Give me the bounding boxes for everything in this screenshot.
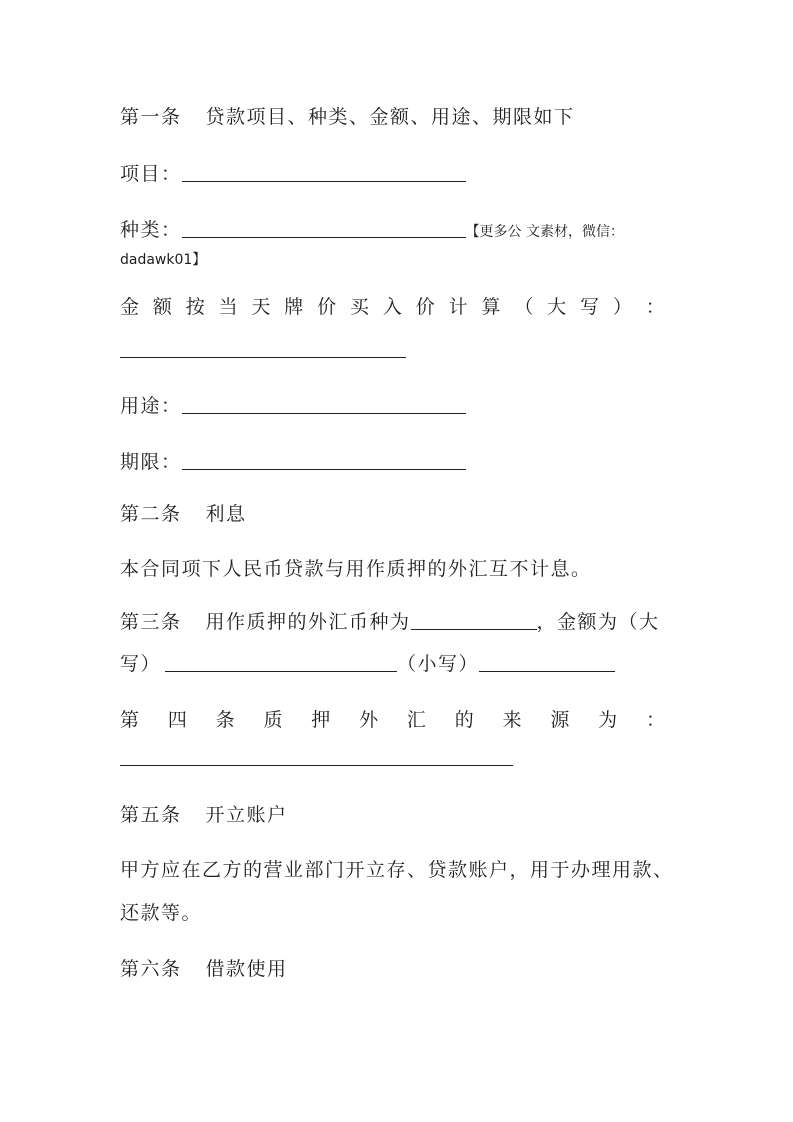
amount-label-char: 额 (152, 296, 172, 318)
amount-label-char: 当 (218, 296, 238, 318)
amount-blank-line (120, 338, 406, 362)
ad-text: 【更多公 文素材，微信： (465, 224, 624, 240)
amount-label-char: ） (612, 296, 632, 318)
article-3-line1 (120, 610, 660, 634)
amount-field (120, 295, 665, 319)
use-blank[interactable] (182, 395, 466, 414)
article-number: 第一条 (120, 106, 182, 128)
article-5-heading (120, 803, 288, 827)
amount-lower-blank[interactable] (479, 653, 615, 672)
article-text: ，金额为（大 (536, 611, 660, 633)
amount-label-char: 牌 (284, 296, 304, 318)
amount-label-char: 算 (481, 296, 501, 318)
article-5-body-2: 还款等。 (120, 902, 203, 924)
article-4-char: 为 (598, 709, 618, 731)
field-label: 期限： (120, 451, 182, 473)
article-text: 用作质押的外汇币种为 (205, 611, 411, 633)
amount-label-char: 入 (382, 296, 402, 318)
amount-label-char: ： (645, 296, 665, 318)
article-text: （小写） (397, 653, 480, 675)
amount-label-char: 天 (251, 296, 271, 318)
amount-label-char: 大 (547, 296, 567, 318)
term-blank[interactable] (182, 451, 466, 470)
project-field (120, 162, 466, 186)
article-4-char: 质 (263, 709, 283, 731)
article-title: 开立账户 (205, 804, 288, 826)
article-number: 第六条 (120, 958, 182, 980)
article-number: 第二条 (120, 503, 182, 525)
article-4-char: 来 (502, 709, 522, 731)
source-blank[interactable] (120, 747, 513, 766)
field-label: 项目： (120, 163, 182, 185)
amount-label-char: 价 (415, 296, 435, 318)
amount-label-char: （ (514, 296, 534, 318)
article-6-heading (120, 957, 288, 981)
source-blank-line (120, 746, 513, 770)
article-text: 写） (120, 653, 162, 675)
kind-blank[interactable] (182, 219, 466, 238)
article-4-char: ： (645, 709, 665, 731)
amount-label-char: 买 (350, 296, 370, 318)
amount-label-char: 写 (580, 296, 600, 318)
amount-label-char: 计 (448, 296, 468, 318)
amount-upper-blank[interactable] (165, 653, 397, 672)
article-4-line (120, 708, 665, 732)
article-4-char: 汇 (406, 709, 426, 731)
amount-label-char: 金 (120, 296, 140, 318)
article-5-body-1: 甲方应在乙方的营业部门开立存、贷款账户，用于办理用款、 (120, 859, 674, 881)
article-4-char: 的 (454, 709, 474, 731)
article-1-heading (120, 105, 575, 129)
field-label: 用途： (120, 395, 182, 417)
ad-text-continued: dadawk01】 (120, 252, 207, 268)
amount-label (120, 295, 665, 319)
article-4-char: 四 (167, 709, 187, 731)
currency-blank[interactable] (411, 611, 537, 630)
article-title: 借款使用 (205, 958, 288, 980)
use-field (120, 394, 466, 418)
article-title: 利息 (205, 503, 247, 525)
field-label: 种类： (120, 219, 182, 241)
amount-blank[interactable] (120, 339, 406, 358)
article-2-body: 本合同项下人民币贷款与用作质押的外汇互不计息。 (120, 558, 592, 580)
kind-field (120, 218, 624, 244)
article-number: 第五条 (120, 804, 182, 826)
amount-label-char: 按 (185, 296, 205, 318)
project-blank[interactable] (182, 163, 466, 182)
article-2-heading (120, 502, 247, 526)
article-number: 第三条 (120, 611, 182, 633)
article-4-char: 外 (359, 709, 379, 731)
term-field (120, 450, 466, 474)
article-4-char: 押 (311, 709, 331, 731)
article-4-char: 第 (120, 709, 140, 731)
amount-label-char: 价 (317, 296, 337, 318)
article-4-heading (120, 708, 665, 732)
article-title: 贷款项目、种类、金额、用途、期限如下 (205, 106, 575, 128)
article-3-line2 (120, 652, 615, 676)
article-4-char: 源 (550, 709, 570, 731)
article-4-char: 条 (215, 709, 235, 731)
